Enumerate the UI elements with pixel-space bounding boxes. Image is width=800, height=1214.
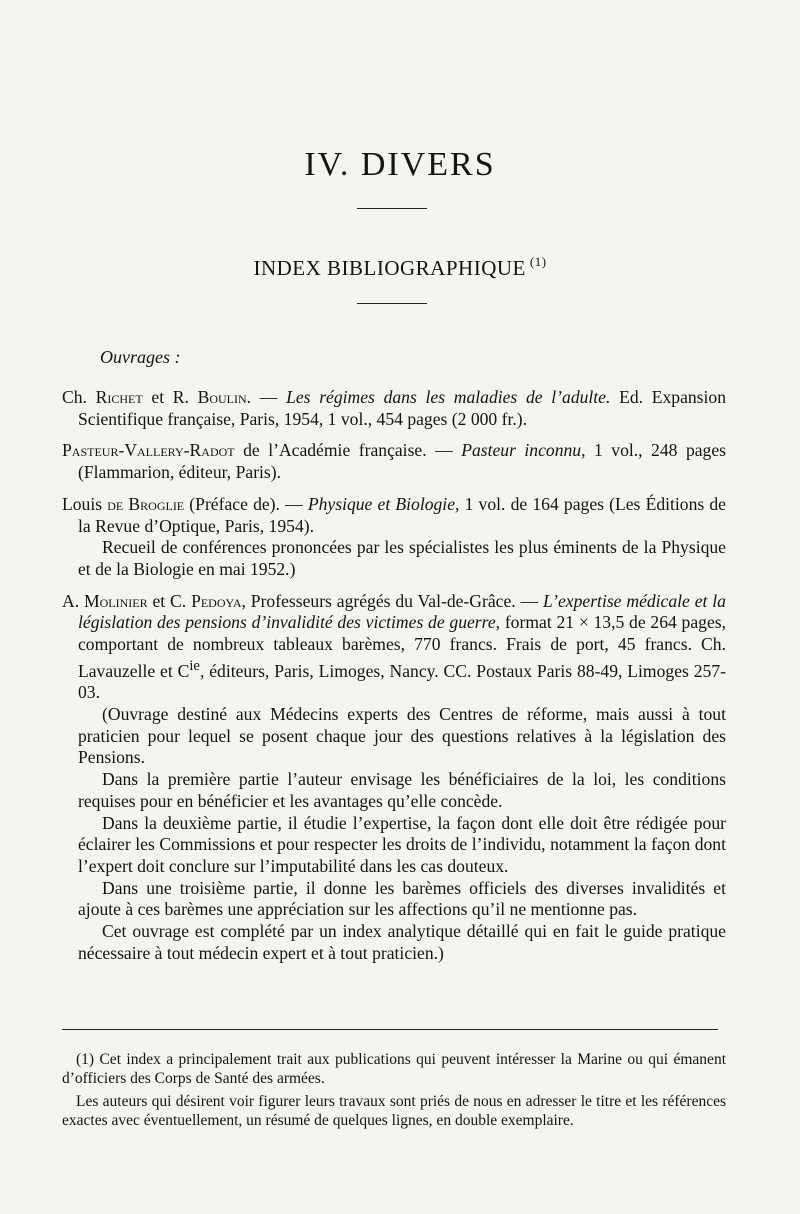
entry-author-name: Boulin [197, 387, 247, 407]
entry-title: L’expertise médicale et la législation des pensions d’invalidité des victimes de guerre, [78, 590, 726, 633]
title-rule [357, 208, 427, 209]
entry-details-end: , éditeurs, Paris, Limoges, Nancy. CC. Postaux Paris 88-49, Limoges 257-03. [78, 660, 726, 703]
entry-author-join: et C. [147, 590, 192, 611]
footnote-rule [62, 1029, 718, 1030]
entry-title: Les régimes dans les maladies de l’adulte. [286, 387, 611, 407]
entry-note: Recueil de conférences prononcées par les spécialistes les plus éminents de la Physique et de la Biologie en mai 1952.) [78, 537, 726, 579]
subtitle-text: INDEX BIBLIOGRAPHIQUE [253, 256, 526, 280]
footnotes [62, 1050, 726, 1134]
entry-author-name: Molinier [83, 590, 148, 611]
entry-author: Ch. [62, 387, 87, 407]
entry-author-affiliation: , Professeurs agrégés du Val-de-Grâce. — [241, 590, 543, 611]
entry-author-name: Pasteur-Vallery-Radot [62, 440, 235, 461]
entry-details: format 21 × 13,5 de 264 pages, comportant de nombreux tableaux barèmes, 770 francs. Frais de port, 45 francs. Ch. Lavauzelle et C [78, 612, 726, 681]
bibliography-entry [62, 387, 726, 430]
entry-author-name: de Broglie [107, 493, 185, 514]
entry-title: Pasteur inconnu, [461, 440, 586, 461]
entry-note: Dans la première partie l’auteur envisage les bénéficiaires de la loi, les conditions requises pour en bénéficier et les avantages qu’elle concède. [78, 769, 726, 811]
bibliography-entry [62, 494, 726, 581]
bibliography-entry [62, 591, 726, 965]
section-title: IV. DIVERS [304, 146, 496, 183]
entry-dash: . — [246, 387, 287, 407]
entry-author: A. [62, 590, 84, 611]
footnote: (1) Cet index a principalement trait aux publications qui peuvent intéresser la Marine ou qui émanent d’officiers des Corps de Santé des armées. [62, 1051, 726, 1087]
entry-title: Physique et Biologie, [307, 493, 460, 514]
entry-author-join: (Préface de). — [184, 493, 308, 514]
entry-author-name: Richet [95, 387, 143, 407]
section-label: Ouvrages : [100, 347, 181, 367]
entry-note: Dans la deuxième partie, il étudie l’expertise, la façon dont elle doit être rédigée pour éclairer les Commissions et pour respecter les droits de l’individu, notamment la façon dont l’expert doit conclure sur l’imputabilité dans les cas douteux. [78, 812, 726, 876]
entry-superscript: ie [189, 657, 200, 674]
entry-note: Dans une troisième partie, il donne les barèmes officiels des diverses invalidités et ajoute à ces barèmes une appréciation sur les affections qu’il ne mentionne pas. [78, 877, 726, 920]
bibliography-entry [62, 440, 726, 483]
entry-author-name: Pedoya [191, 590, 242, 611]
entry-author-join: de l’Académie française. — [234, 440, 462, 461]
entry-author-join: et R. [142, 387, 198, 407]
subtitle [0, 254, 800, 281]
subtitle-rule [357, 303, 427, 304]
footnote: Les auteurs qui désirent voir figurer leurs travaux sont priés de nous en adresser le titre et les références exactes avec éventuellement, un résumé de quelques lignes, en double exemplaire. [62, 1093, 726, 1129]
footnote-ref: (1) [529, 254, 547, 269]
entry-details: 1 vol. de 164 pages (Les Éditions de la Revue d’Optique, Paris, 1954). [78, 493, 726, 536]
entry-details: 1 vol., 248 pages (Flammarion, éditeur, Paris). [78, 440, 726, 483]
entry-note: Cet ouvrage est complété par un index analytique détaillé qui en fait le guide pratique nécessaire à tout médecin expert et à tout praticien.) [78, 921, 726, 963]
entry-note: (Ouvrage destiné aux Médecins experts des Centres de réforme, mais aussi à tout praticien pour lequel se posent chaque jour des questions relatives à la législation des Pensions. [78, 704, 726, 768]
entry-details: Ed. Expansion Scientifique française, Paris, 1954, 1 vol., 454 pages (2 000 fr.). [78, 387, 727, 429]
bibliography-list [62, 387, 726, 974]
entry-author: Louis [62, 493, 108, 514]
